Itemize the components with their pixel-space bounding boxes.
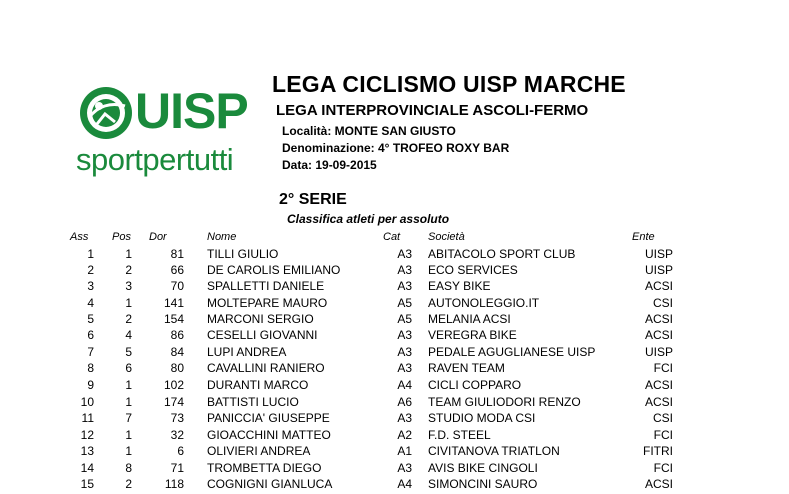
cell-pos: 4	[125, 328, 132, 342]
cell-societa: AUTONOLEGGIO.IT	[428, 296, 540, 310]
cell-ente: UISP	[644, 263, 673, 277]
cell-nome: BATTISTI LUCIO	[207, 395, 299, 409]
logo-brand: UISP	[135, 83, 248, 139]
col-header-pos: Pos	[112, 231, 131, 243]
cell-societa: PEDALE AGUGLIANESE UISP	[428, 345, 596, 359]
col-header-nome: Nome	[207, 231, 237, 243]
cell-cat: A3	[397, 247, 412, 261]
cell-societa: RAVEN TEAM	[428, 361, 505, 375]
table-row	[0, 361, 789, 377]
table-row	[0, 428, 789, 444]
cyclist-emblem-icon	[75, 84, 137, 146]
cell-pos: 1	[125, 378, 132, 392]
cell-nome: OLIVIERI ANDREA	[207, 444, 311, 458]
table-row	[0, 328, 789, 344]
cell-ente: FCI	[653, 361, 673, 375]
cell-nome: MOLTEPARE MAURO	[207, 296, 328, 310]
cell-cat: A1	[397, 444, 412, 458]
cell-cat: A5	[397, 296, 412, 310]
cell-societa: SIMONCINI SAURO	[428, 477, 538, 491]
table-row	[0, 247, 789, 263]
cell-societa: CIVITANOVA TRIATLON	[428, 444, 560, 458]
cell-ass: 7	[87, 345, 94, 359]
cell-dor: 86	[170, 328, 184, 342]
cell-ente: ACSI	[644, 328, 673, 342]
cell-ente: ACSI	[644, 477, 673, 491]
cell-pos: 7	[125, 411, 132, 425]
col-header-dor: Dor	[149, 231, 167, 243]
cell-pos: 8	[125, 461, 132, 475]
table-row	[0, 411, 789, 427]
cell-ass: 12	[80, 428, 94, 442]
cell-dor: 32	[170, 428, 184, 442]
table-row	[0, 395, 789, 411]
table-row	[0, 296, 789, 312]
cell-pos: 1	[125, 428, 132, 442]
cell-societa: CICLI COPPARO	[428, 378, 522, 392]
cell-cat: A4	[397, 378, 412, 392]
classifica-heading: Classifica atleti per assoluto	[287, 212, 450, 226]
table-row	[0, 263, 789, 279]
cell-nome: SPALLETTI DANIELE	[207, 279, 325, 293]
cell-cat: A3	[397, 461, 412, 475]
cell-ente: CSI	[652, 296, 673, 310]
cell-ente: ACSI	[644, 279, 673, 293]
cell-dor: 141	[163, 296, 184, 310]
cell-dor: 84	[170, 345, 184, 359]
cell-cat: A5	[397, 312, 412, 326]
cell-dor: 118	[164, 477, 184, 491]
cell-ass: 14	[80, 461, 94, 475]
table-row	[0, 345, 789, 361]
cell-ass: 15	[80, 477, 94, 491]
cell-pos: 2	[125, 312, 132, 326]
cell-dor: 81	[170, 247, 184, 261]
denominazione-line: Denominazione: 4° TROFEO ROXY BAR	[282, 141, 510, 155]
cell-ass: 3	[87, 279, 94, 293]
cell-ente: ACSI	[644, 378, 673, 392]
cell-ente: FCI	[653, 428, 673, 442]
cell-societa: STUDIO MODA CSI	[428, 411, 536, 425]
cell-societa: F.D. STEEL	[428, 428, 491, 442]
cell-pos: 1	[125, 247, 132, 261]
cell-ass: 1	[87, 247, 94, 261]
cell-pos: 6	[125, 361, 132, 375]
cell-dor: 80	[170, 361, 184, 375]
cell-cat: A2	[397, 428, 412, 442]
cell-pos: 2	[125, 477, 132, 491]
cell-ass: 9	[87, 378, 94, 392]
cell-nome: COGNIGNI GIANLUCA	[207, 477, 333, 491]
cell-societa: ECO SERVICES	[428, 263, 518, 277]
col-header-ente: Ente	[632, 231, 655, 243]
cell-ass: 11	[81, 411, 94, 425]
uisp-logo	[75, 84, 275, 184]
cell-societa: EASY BIKE	[428, 279, 491, 293]
table-row	[0, 444, 789, 460]
cell-nome: DURANTI MARCO	[207, 378, 309, 392]
cell-cat: A3	[397, 345, 412, 359]
cell-dor: 66	[170, 263, 184, 277]
cell-ass: 13	[80, 444, 94, 458]
table-row	[0, 279, 789, 295]
cell-nome: LUPI ANDREA	[207, 345, 287, 359]
cell-cat: A3	[397, 361, 412, 375]
cell-ass: 4	[87, 296, 94, 310]
cell-societa: MELANIA ACSI	[428, 312, 511, 326]
localita-line: Località: MONTE SAN GIUSTO	[282, 124, 456, 138]
cell-dor: 70	[170, 279, 184, 293]
cell-ente: ACSI	[644, 395, 673, 409]
cell-ass: 10	[80, 395, 94, 409]
cell-nome: PANICCIA' GIUSEPPE	[207, 411, 330, 425]
col-header-societa: Società	[428, 231, 465, 243]
cell-dor: 174	[163, 395, 184, 409]
data-line: Data: 19-09-2015	[282, 158, 377, 172]
cell-ass: 5	[87, 312, 94, 326]
cell-cat: A3	[397, 411, 412, 425]
table-row	[0, 461, 789, 477]
cell-cat: A6	[397, 395, 412, 409]
cell-societa: TEAM GIULIODORI RENZO	[428, 395, 581, 409]
page-subtitle: LEGA INTERPROVINCIALE ASCOLI-FERMO	[276, 102, 589, 119]
logo-tagline: sportpertutti	[76, 142, 234, 177]
cell-ente: UISP	[644, 247, 673, 261]
cell-societa: ABITACOLO SPORT CLUB	[428, 247, 576, 261]
cell-cat: A3	[397, 279, 412, 293]
cell-pos: 1	[125, 444, 132, 458]
cell-ass: 8	[87, 361, 94, 375]
cell-nome: CESELLI GIOVANNI	[207, 328, 318, 342]
cell-dor: 102	[163, 378, 184, 392]
col-header-ass: Ass	[70, 231, 89, 243]
cell-ente: FITRI	[643, 444, 673, 458]
cell-cat: A3	[397, 328, 412, 342]
table-row	[0, 378, 789, 394]
col-header-cat: Cat	[383, 231, 401, 243]
cell-nome: GIOACCHINI MATTEO	[207, 428, 331, 442]
cell-ente: FCI	[653, 461, 673, 475]
table-row	[0, 477, 789, 493]
cell-societa: AVIS BIKE CINGOLI	[428, 461, 538, 475]
cell-nome: TILLI GIULIO	[207, 247, 279, 261]
cell-societa: VEREGRA BIKE	[428, 328, 517, 342]
table-row	[0, 312, 789, 328]
cell-nome: CAVALLINI RANIERO	[207, 361, 325, 375]
cell-cat: A4	[397, 477, 412, 491]
cell-ente: UISP	[644, 345, 673, 359]
cell-pos: 1	[125, 395, 132, 409]
cell-nome: DE CAROLIS EMILIANO	[207, 263, 341, 277]
cell-cat: A3	[397, 263, 412, 277]
cell-ass: 6	[87, 328, 94, 342]
page-title: LEGA CICLISMO UISP MARCHE	[272, 71, 626, 97]
cell-ass: 2	[87, 263, 94, 277]
cell-pos: 5	[125, 345, 132, 359]
cell-dor: 154	[163, 312, 184, 326]
cell-nome: MARCONI SERGIO	[207, 312, 314, 326]
serie-heading: 2° SERIE	[279, 191, 347, 208]
cell-dor: 73	[170, 411, 184, 425]
cell-nome: TROMBETTA DIEGO	[207, 461, 322, 475]
cell-pos: 2	[125, 263, 132, 277]
cell-pos: 3	[125, 279, 132, 293]
cell-dor: 71	[170, 461, 184, 475]
cell-ente: CSI	[652, 411, 673, 425]
cell-dor: 6	[177, 444, 184, 458]
cell-ente: ACSI	[644, 312, 673, 326]
cell-pos: 1	[125, 296, 132, 310]
